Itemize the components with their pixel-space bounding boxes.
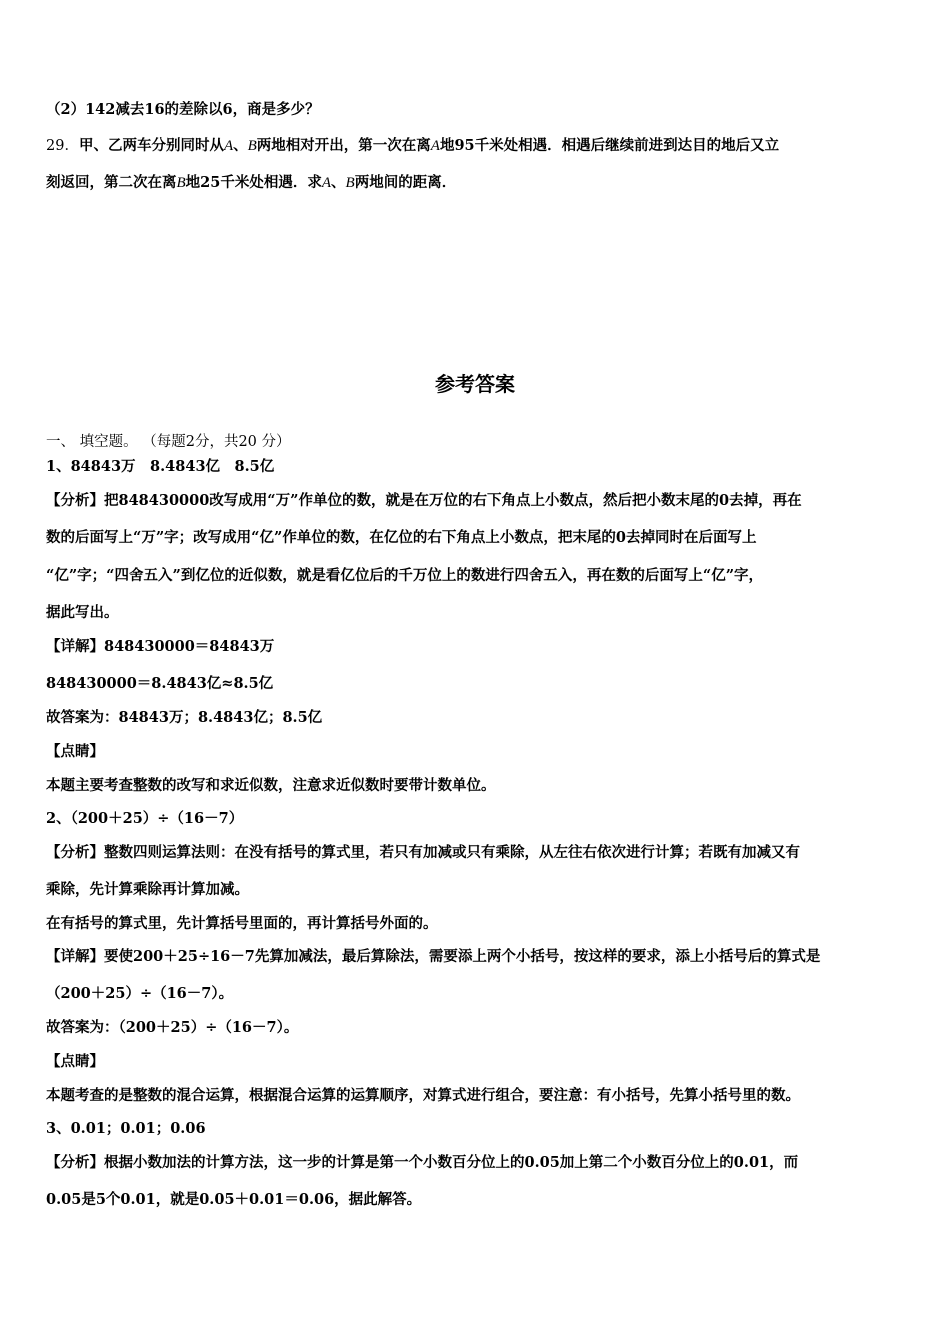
point-b-3: B — [345, 175, 355, 191]
question-28-2: （2）142减去16的差除以6，商是多少？ — [46, 101, 320, 118]
answer-1-detail-3: 故答案为：84843万；8.4843亿；8.5亿 — [46, 709, 323, 726]
point-b: B — [247, 138, 257, 154]
answer-3-analysis-1: 【分析】根据小数加法的计算方法，这一步的计算是第一个小数百分位上的0.05加上第二个小数百分位上的0.01，而 — [46, 1154, 799, 1171]
q29-text-5: 地25千米处相遇．求 — [185, 174, 322, 191]
section-1-heading: 一、 填空题。 （每题2分，共20 分） — [46, 434, 291, 450]
answer-1-analysis-1: 【分析】把848430000改写成用“万”作单位的数，就是在万位的右下角点上小数点，然后把小数末尾的0去掉，再在 — [46, 492, 802, 509]
answer-1-analysis-4: 据此写出。 — [46, 604, 119, 621]
answer-2-analysis-2: 乘除，先计算乘除再计算加减。 — [46, 881, 249, 898]
q29-sep-1: 、 — [233, 137, 248, 154]
answer-title: 参考答案 — [435, 372, 515, 396]
answer-2-point-head: 【点睛】 — [46, 1053, 104, 1070]
answer-1-head: 1、84843万 8.4843亿 8.5亿 — [46, 458, 275, 475]
answer-1-point-head: 【点睛】 — [46, 743, 104, 760]
point-b-2: B — [176, 175, 186, 191]
q29-text-4: 刻返回，第二次在离 — [46, 174, 177, 191]
q29-text-1: 甲、乙两车分别同时从 — [78, 137, 224, 154]
answer-3-head: 3、0.01；0.01；0.06 — [46, 1120, 206, 1137]
answer-2-head: 2、（200＋25）÷（16－7） — [46, 810, 244, 827]
answer-2-detail-3: 故答案为：（200＋25）÷（16－7）。 — [46, 1019, 299, 1036]
q29-text-6: 两地间的距离． — [354, 174, 457, 191]
q29-text-3: 地95千米处相遇．相遇后继续前进到达目的地后又立 — [439, 137, 780, 154]
answer-3-analysis-2: 0.05是5个0.01，就是0.05＋0.01＝0.06，据此解答。 — [46, 1191, 422, 1208]
answer-1-analysis-2: 数的后面写上“万”字；改写成用“亿”作单位的数，在亿位的右下角点上小数点，把末尾的0去掉同时在后面写上 — [46, 529, 757, 546]
point-a: A — [223, 138, 234, 154]
answer-1-point: 本题主要考查整数的改写和求近似数，注意求近似数时要带计数单位。 — [46, 777, 496, 794]
point-a-2: A — [430, 138, 440, 154]
q29-text-2: 两地相对开出，第一次在离 — [256, 137, 431, 154]
answer-2-point: 本题考查的是整数的混合运算，根据混合运算的运算顺序，对算式进行组合，要注意：有小括号，先算小括号里的数。 — [46, 1087, 800, 1104]
answer-2-detail-2: （200＋25）÷（16－7）。 — [46, 985, 234, 1002]
answer-2-analysis-3: 在有括号的算式里，先计算括号里面的，再计算括号外面的。 — [46, 915, 438, 932]
point-a-3: A — [321, 175, 332, 191]
q29-sep-2: 、 — [331, 174, 346, 191]
answer-2-analysis-1: 【分析】整数四则运算法则：在没有括号的算式里，若只有加减或只有乘除，从左往右依次进行计算；若既有加减又有 — [46, 844, 800, 861]
answer-1-detail-1: 【详解】848430000＝84843万 — [46, 638, 275, 655]
answer-1-detail-2: 848430000＝8.4843亿≈8.5亿 — [46, 675, 274, 692]
question-29-line-2 — [46, 173, 910, 193]
answer-2-detail-1: 【详解】要使200＋25÷16－7先算加减法，最后算除法，需要添上两个小括号，按这样的要求，添上小括号后的算式是 — [46, 948, 821, 965]
question-29-number: 29． — [46, 138, 79, 154]
question-29-line-1 — [46, 136, 910, 156]
answer-1-analysis-3: “亿”字；“四舍五入”到亿位的近似数，就是看亿位后的千万位上的数进行四舍五入，再在数的后面写上“亿”字， — [46, 567, 764, 584]
